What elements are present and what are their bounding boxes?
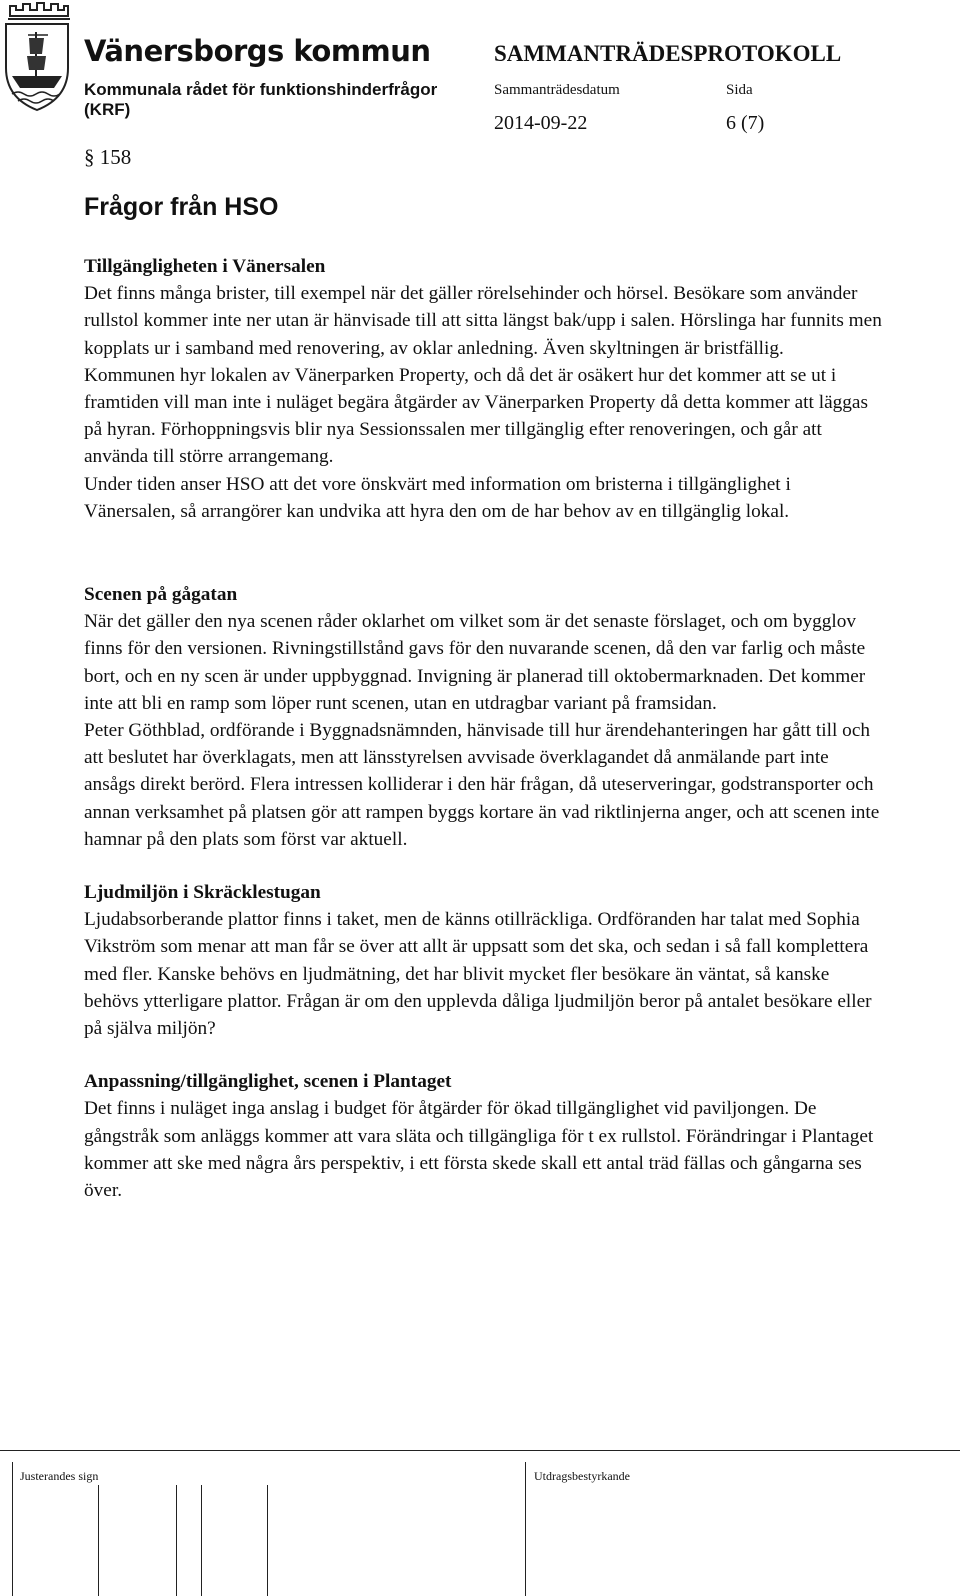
topic-scenen-gagatan [84, 581, 884, 853]
topic-paragraph: Peter Göthblad, ordförande i Byggnadsnämnden, hänvisade till hur ärendehanteringen har gått till och att beslutet har överklagats, men att länsstyrelsen avvisade överklagandet då anmälande part inte ansågs direkt berörd. Flera intressen kolliderar i den här frågan, då uteserveringar, godstransporter och annan verksamhet på platsen gör att rampen byggs kortare än vad riktlinjerna anger, och att scenen inte hamnar på den plats som först var aktuell. [84, 720, 880, 850]
signature-field-line [267, 1485, 268, 1596]
organization-name: Vänersborgs kommun [84, 34, 431, 68]
signature-label-adjusters: Justerandes sign [20, 1469, 99, 1483]
signature-field-line [201, 1485, 202, 1596]
topic-vanersalen [84, 253, 884, 525]
page-number-value: 6 (7) [726, 112, 765, 134]
signature-label-certification: Utdragsbestyrkande [534, 1469, 630, 1483]
council-name: Kommunala rådet för funktionshinderfrågor [84, 80, 438, 99]
topic-paragraph: Det finns i nuläget inga anslag i budget för åtgärder för ökad tillgänglighet vid paviljongen. De gångstråk som anläggs kommer att vara släta och tillgängliga för t ex rullstol. Förändringar i Plantaget kommer att ske med några års perspektiv, i ett första skede skall ett antal träd fällas och gångarna ses över. [84, 1098, 874, 1202]
page-label: Sida [726, 82, 753, 98]
topic-heading: Anpassning/tillgänglighet, scenen i Plantaget [84, 1071, 452, 1093]
signature-field-line [176, 1485, 177, 1596]
page-title: Frågor från HSO [84, 193, 279, 221]
meeting-date-value: 2014-09-22 [494, 112, 588, 134]
topic-paragraph: Kommunen hyr lokalen av Vänerparken Property, och då det är osäkert hur det kommer att se ut i framtiden vill man inte i nuläget begära åtgärder av Vänerparken Property då detta kommer att läggas på hyran. Förhoppningsvis blir nya Sessionssalen mer tillgänglig efter renoveringen, och går att använda till större arrangemang. [84, 364, 868, 468]
topic-skracklestugan [84, 879, 884, 1042]
municipal-coat-of-arms-logo [2, 2, 72, 114]
meeting-date-label: Sammanträdesdatum [494, 82, 620, 98]
document-body [84, 253, 884, 1204]
topic-paragraph: Ljudabsorberande plattor finns i taket, men de känns otillräckliga. Ordföranden har talat med Sophia Vikström som menar att man får se över att allt är uppsatt som det ska, och sedan i så fall komplettera med fler. Kanske behövs en ljudmätning, det har blivit mycket fler besökare än väntat, så kanske behövs ytterligare plattor. Frågan är om den upplevda dåliga ljudmiljön beror på antalet besökare eller på själva miljön? [84, 909, 872, 1040]
topic-paragraph: Det finns många brister, till exempel när det gäller rörelsehinder och hörsel. Besökare som använder rullstol kommer inte ner utan är hänvisade till att sitta längst bak/upp i salen. Hörslinga har funnits men kopplats ur i samband med renovering, av oklar anledning. Även skyltningen är bristfällig. [84, 283, 882, 359]
topic-heading: Tillgängligheten i Vänersalen [84, 256, 326, 277]
topic-paragraph: Under tiden anser HSO att det vore önskvärt med information om bristerna i tillgänglighet i Vänersalen, så arrangörer kan undvika att hyra den om de har behov av en tillgänglig lokal. [84, 473, 791, 522]
signature-field-line [98, 1485, 99, 1596]
paragraph-number: § 158 [84, 145, 132, 169]
topic-paragraph: När det gäller den nya scenen råder oklarhet om vilket som är det senaste förslaget, och om bygglov finns för den versionen. Rivningstillstånd gavs för den nuvarande scenen, då den var farlig och måste bort, och en ny scen är under uppbyggnad. Invigning är planerad till oktobermarknaden. Det kommer inte att bli en ramp som löper runt scenen, utan en utdragbar variant på framsidan. [84, 611, 866, 714]
council-abbreviation: (KRF) [84, 100, 131, 119]
signature-field-line [12, 1462, 13, 1596]
signature-field-line [525, 1462, 526, 1596]
document-type: SAMMANTRÄDESPROTOKOLL [494, 41, 842, 66]
footer-divider [0, 1450, 960, 1451]
topic-heading: Scenen på gågatan [84, 584, 238, 606]
topic-heading: Ljudmiljön i Skräcklestugan [84, 882, 321, 904]
topic-plantaget [84, 1068, 884, 1204]
